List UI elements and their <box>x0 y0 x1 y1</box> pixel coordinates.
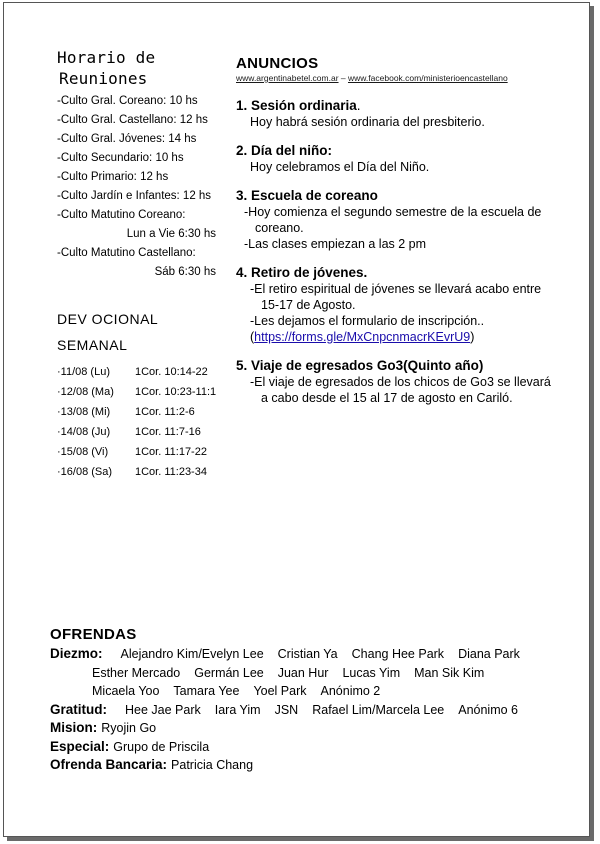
devocional-row <box>57 402 222 422</box>
devocional-date: ·11/08 (Lu) <box>57 366 110 378</box>
offering-name: Man Sik Kim <box>414 665 485 680</box>
announcement-text <box>236 374 571 406</box>
schedule-item: -Culto Matutino Coreano: <box>57 209 186 221</box>
link-open: ( <box>250 330 255 344</box>
devocional-title-line2: SEMANAL <box>57 337 128 353</box>
devocional-date: ·12/08 (Ma) <box>57 386 114 398</box>
schedule-item: -Culto Gral. Jóvenes: 14 hs <box>57 133 197 145</box>
offering-name: Micaela Yoo <box>92 684 160 698</box>
mision-label: Mision: <box>50 720 98 735</box>
devocional-row <box>57 462 222 482</box>
announcement-line: -El retiro espiritual de jóvenes se llevará acabo entre <box>250 282 542 296</box>
facebook-link[interactable]: www.facebook.com/ministerioencastellano <box>347 73 508 83</box>
devocional-ref: 1Cor. 11:7-16 <box>135 426 201 438</box>
announcement-text <box>236 281 571 313</box>
offering-name: Germán Lee <box>194 665 264 680</box>
devocional-ref: 1Cor. 11:23-34 <box>135 466 207 478</box>
bancaria-label: Ofrenda Bancaria: <box>50 757 168 772</box>
bancaria-row <box>50 756 560 775</box>
announcement-line: -Les dejamos el formulario de inscripción.. <box>250 314 485 328</box>
devocional-date: ·16/08 (Sa) <box>57 466 113 478</box>
schedule-item: -Culto Matutino Castellano: <box>57 247 196 259</box>
devocional-title <box>57 306 222 358</box>
announcement-heading: 4. Retiro de jóvenes. <box>236 265 368 280</box>
announcements-column <box>236 55 571 418</box>
website-link[interactable]: www.argentinabetel.com.ar <box>236 73 339 83</box>
offering-name: Ryojin Go <box>101 721 157 735</box>
link-separator: – <box>338 73 348 83</box>
offering-name: Grupo de Priscila <box>113 739 210 754</box>
offering-name: Chang Hee Park <box>351 647 445 661</box>
announcement-text <box>236 204 571 236</box>
schedule-title <box>57 47 222 89</box>
offering-name: JSN <box>274 702 299 717</box>
announcement-line: a cabo desde el 15 al 17 de agosto en Cariló. <box>261 391 513 405</box>
announcement-heading <box>236 97 571 114</box>
announcements-title: ANUNCIOS <box>236 55 319 72</box>
schedule-item: -Culto Gral. Coreano: 10 hs <box>57 95 198 107</box>
announcement-item <box>236 187 571 252</box>
devocional-list <box>57 362 222 482</box>
devocional-ref: 1Cor. 10:14-22 <box>135 366 208 378</box>
devocional-title-line1: DEV OCIONAL <box>57 311 159 327</box>
announcement-line: -Hoy comienza el segundo semestre de la escuela de <box>244 205 542 219</box>
announcement-item <box>236 357 571 406</box>
devocional-date: ·15/08 (Vi) <box>57 446 109 458</box>
link-close: ) <box>470 330 475 344</box>
announcement-line: coreano. <box>255 221 304 235</box>
schedule-title-line1: Horario de <box>57 48 156 67</box>
offering-name: Iara Yim <box>214 702 261 717</box>
offering-name: Cristian Ya <box>277 647 338 661</box>
announcement-item <box>236 97 571 130</box>
diezmo-row <box>50 645 560 664</box>
devocional-ref: 1Cor. 10:23-11:1 <box>135 386 217 398</box>
offering-name: Alejandro Kim/Evelyn Lee <box>120 647 264 661</box>
offering-name: Patricia Chang <box>171 758 254 772</box>
schedule-item: -Culto Secundario: 10 hs <box>57 152 184 164</box>
offering-name: Diana Park <box>458 647 520 661</box>
announcement-item <box>236 142 571 175</box>
schedule-item: -Culto Jardín e Infantes: 12 hs <box>57 190 212 202</box>
announcement-heading: 5. Viaje de egresados Go3(Quinto año) <box>236 358 484 373</box>
offering-name: Esther Mercado <box>92 665 181 680</box>
left-column <box>57 47 222 482</box>
announcement-line: -El viaje de egresados de los chicos de Go3 se llevará <box>250 375 551 389</box>
devocional-row <box>57 382 222 402</box>
announcement-heading: 3. Escuela de coreano <box>236 188 378 203</box>
announcement-text: -Las clases empiezan a las 2 pm <box>244 237 427 251</box>
bulletin-page <box>3 2 590 837</box>
registration-form-link[interactable]: https://forms.gle/MxCnpcnmacrKEvrU9 <box>254 330 471 344</box>
devocional-date: ·13/08 (Mi) <box>57 406 111 418</box>
devocional-row <box>57 442 222 462</box>
schedule-item: -Culto Primario: 12 hs <box>57 171 169 183</box>
schedule-item: -Culto Gral. Castellano: 12 hs <box>57 114 208 126</box>
devocional-row <box>57 362 222 382</box>
announcement-text: Hoy celebramos el Día del Niño. <box>250 160 430 174</box>
devocional-ref: 1Cor. 11:17-22 <box>135 446 207 458</box>
announcement-list <box>236 97 571 406</box>
offerings-section <box>50 625 560 775</box>
offerings-title: OFRENDAS <box>50 626 137 643</box>
diezmo-label: Diezmo: <box>50 646 103 661</box>
devocional-row <box>57 422 222 442</box>
devocional-date: ·14/08 (Ju) <box>57 426 111 438</box>
announcement-line: 15-17 de Agosto. <box>261 298 356 312</box>
devocional-ref: 1Cor. 11:2-6 <box>135 406 195 418</box>
mision-row <box>50 719 560 738</box>
schedule-time: Lun a Vie 6:30 hs <box>126 228 216 240</box>
offering-name: Rafael Lim/Marcela Lee <box>312 702 445 717</box>
website-links <box>236 73 571 84</box>
gratitud-label: Gratitud: <box>50 701 107 717</box>
heading-text: 1. Sesión ordinaria <box>236 98 357 113</box>
diezmo-row <box>50 664 560 683</box>
announcement-item <box>236 264 571 345</box>
especial-label: Especial: <box>50 738 110 754</box>
schedule-time: Sáb 6:30 hs <box>154 266 216 278</box>
especial-row <box>50 738 560 757</box>
schedule-title-line2: Reuniones <box>59 69 148 88</box>
heading-suffix: . <box>356 98 361 113</box>
offering-name: Hee Jae Park <box>125 702 201 717</box>
offering-name: Tamara Yee <box>173 684 240 698</box>
offering-name: Lucas Yim <box>342 665 401 680</box>
announcement-text: Hoy habrá sesión ordinaria del presbiterio. <box>250 115 485 129</box>
offering-name: Anónimo 2 <box>320 684 381 698</box>
announcement-heading: 2. Día del niño: <box>236 143 333 158</box>
announcement-text <box>236 313 571 345</box>
offering-name: Yoel Park <box>253 684 307 698</box>
schedule-list <box>57 92 222 282</box>
diezmo-row <box>50 682 560 701</box>
offering-name: Anónimo 6 <box>458 702 518 717</box>
gratitud-row <box>50 701 560 720</box>
offering-name: Juan Hur <box>277 665 329 680</box>
